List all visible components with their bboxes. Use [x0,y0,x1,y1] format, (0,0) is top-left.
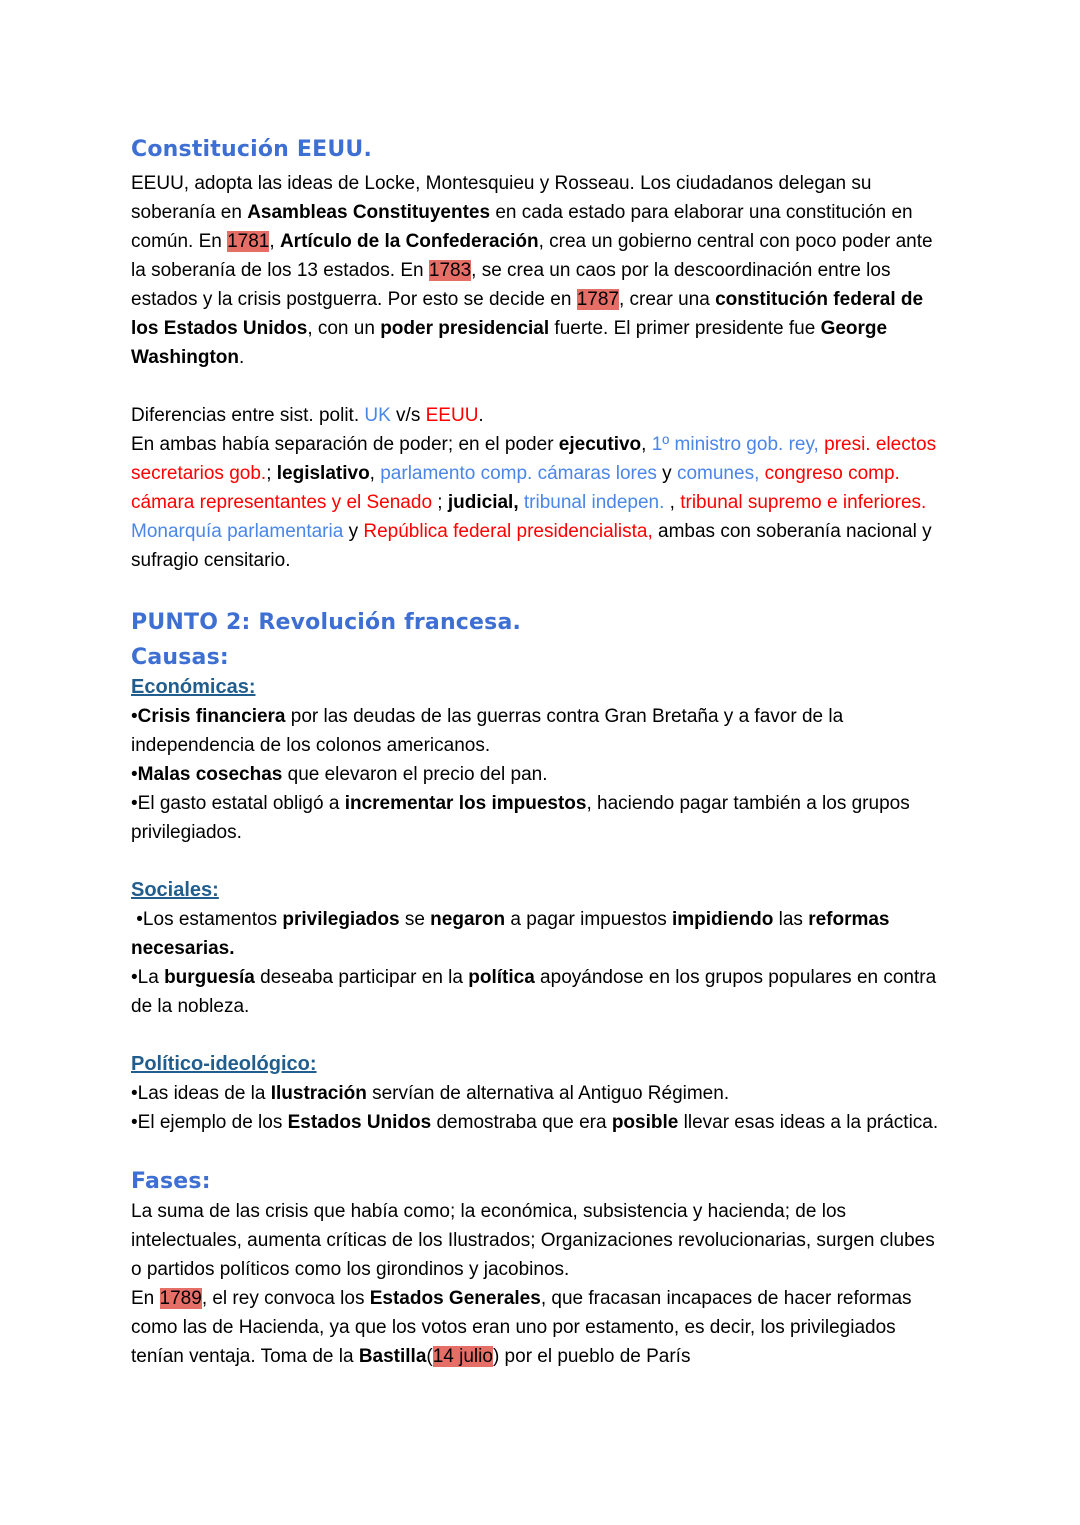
heading-punto-2 [131,604,946,642]
text-run: incrementar los impuestos [344,793,587,814]
text-run: Estados Generales [369,1288,541,1309]
text-run: , crear una [618,289,716,310]
text-run: ; [432,492,448,513]
text-run: . [239,347,245,368]
bullet-gasto-estatal [131,789,946,847]
bullet-ejemplo-eeuu [131,1108,946,1137]
text-run: , con un [307,318,381,339]
text-run: UK [364,405,391,426]
text-run: Artículo de la Confederación [279,231,539,252]
text-run: burguesía [164,967,255,988]
bullet-estamentos [131,905,946,963]
text-run: por las deudas de las guerras contra Gran Bretaña y a favor de la independencia de los colonos americanos. [131,706,849,756]
text-run: comunes, [676,463,760,484]
text-run: en cada estado para elaborar una constitución en común. En [131,202,918,252]
spacer [131,1021,946,1050]
text-run: política [468,967,535,988]
text-run: privilegiados [282,909,400,930]
text-run: George Washington [131,318,893,368]
text-run: • [131,706,138,727]
bullet-burguesia [131,963,946,1021]
text-run [926,492,931,513]
highlighted-text: 1787 [576,289,619,310]
text-run: •Las ideas de la [131,1083,271,1104]
subheading-sociales [131,876,946,905]
text-run: , [269,231,280,252]
text-run: llevar esas ideas a la práctica. [678,1112,939,1133]
text-run: a pagar impuestos [505,909,672,930]
text-run: demostraba que era [431,1112,612,1133]
text-run: , el rey convoca los [201,1288,370,1309]
text-run: que elevaron el precio del pan. [282,764,548,785]
text-run: parlamento comp. cámaras lores [380,463,657,484]
text-run: Bastilla [358,1346,427,1367]
text-run: • [131,764,138,785]
highlighted-text: 1781 [227,231,270,252]
paragraph-diferencias-titulo [131,401,946,430]
text-run: ) por el pueblo de París [492,1346,691,1367]
spacer [131,847,946,876]
text-run: negaron [430,909,506,930]
text-run: La suma de las crisis que había como; la económica, subsistencia y hacienda; de los intelectuales, aumenta críticas de los Ilustrados; Organizaciones revolucionarias, surgen clubes o partidos políticos como los girondinos y jacobinos. [131,1201,940,1280]
text-run: EEUU [425,405,479,426]
text-run: Sociales: [131,879,219,901]
text-run: República federal presidencialista, [363,521,653,542]
heading-causas [131,642,946,673]
paragraph-constitucion [131,169,946,372]
text-run: •Los estamentos [131,909,283,930]
text-run: ejecutivo [558,434,642,455]
paragraph-fases-1789 [131,1284,946,1371]
highlighted-text: 14 julio [432,1346,493,1367]
text-run: ( [426,1346,433,1367]
text-run: , crea un gobierno central con poco poder ante la soberanía de los 13 estados. En [131,231,938,281]
paragraph-diferencias-detalle [131,430,946,575]
text-run: apoyándose en los grupos populares en contra de la nobleza. [131,967,942,1017]
text-run: posible [611,1112,679,1133]
text-run: las [773,909,809,930]
text-run: Asambleas Constituyentes [247,202,491,223]
text-run: Constitución EEUU. [131,137,373,162]
text-run: , [369,463,381,484]
text-run: Crisis financiera [137,706,286,727]
text-run: fuerte. El primer presidente fue [549,318,821,339]
spacer [131,575,946,604]
text-run: Estados Unidos [287,1112,432,1133]
text-run: En ambas había separación de poder; en el poder [131,434,559,455]
text-run: y [343,521,364,542]
text-run: tribunal supremo e inferiores. [680,492,927,513]
text-run: reformas necesarias. [131,909,895,959]
text-run: congreso comp. cámara representantes y el Senado [131,463,906,513]
text-run: Diferencias entre sist. polit. [131,405,365,426]
text-run: PUNTO 2: [131,610,259,635]
subheading-politico-ideologico [131,1050,946,1079]
text-run: EEUU, adopta las ideas de Locke, Montesquieu y Rosseau. Los ciudadanos delegan su soberanía en [131,173,877,223]
subheading-economicas [131,673,946,702]
text-run: , se crea un caos por la descoordinación entre los estados y la crisis postguerra. Por esto se decide en [131,260,896,310]
text-run: legislativo [276,463,370,484]
text-run: , que fracasan incapaces de hacer reformas como las de Hacienda, ya que los votos eran uno por estamento, es decir, los privilegiados tenían ventaja. Toma de la [131,1288,917,1367]
heading-fases [131,1166,946,1197]
highlighted-text: 1783 [428,260,472,281]
text-run: v/s [390,405,426,426]
text-run: En [131,1288,160,1309]
text-run: ; [266,463,277,484]
text-run: poder presidencial [380,318,550,339]
text-run: Fases: [131,1169,211,1194]
text-run: Ilustración [270,1083,367,1104]
text-run: se [399,909,431,930]
highlighted-text: 1789 [159,1288,202,1309]
bullet-ilustracion [131,1079,946,1108]
spacer [131,1137,946,1166]
text-run: deseaba participar en la [254,967,469,988]
spacer [131,372,946,401]
text-run: ambas con soberanía nacional y sufragio censitario. [131,521,937,571]
text-run: •El ejemplo de los [131,1112,288,1133]
text-run: judicial, [447,492,519,513]
paragraph-fases-crisis [131,1197,946,1284]
text-run: Económicas: [131,676,256,698]
text-run: Causas: [131,645,229,670]
heading-constitucion-eeuu [131,131,946,169]
text-run: servían de alternativa al Antiguo Régimen. [366,1083,730,1104]
text-run: Malas cosechas [137,764,283,785]
text-run: Político-ideológico: [131,1053,317,1075]
text-run: , [641,434,652,455]
text-run: . [478,405,484,426]
bullet-malas-cosechas [131,760,946,789]
text-run: Revolución francesa. [258,610,522,635]
text-run: presi. electos secretarios gob. [131,434,942,484]
text-run: •La [131,967,165,988]
text-run: , [664,492,681,513]
text-run: constitución federal de los Estados Unidos [131,289,929,339]
text-run: y [656,463,677,484]
bullet-crisis-financiera [131,702,946,760]
text-run: Monarquía parlamentaria [131,521,344,542]
text-run: tribunal indepen. [523,492,665,513]
text-run: 1º ministro gob. rey, [651,434,819,455]
text-run: •El gasto estatal obligó a [131,793,345,814]
text-run: , haciendo pagar también a los grupos privilegiados. [131,793,915,843]
text-run: impidiendo [672,909,774,930]
